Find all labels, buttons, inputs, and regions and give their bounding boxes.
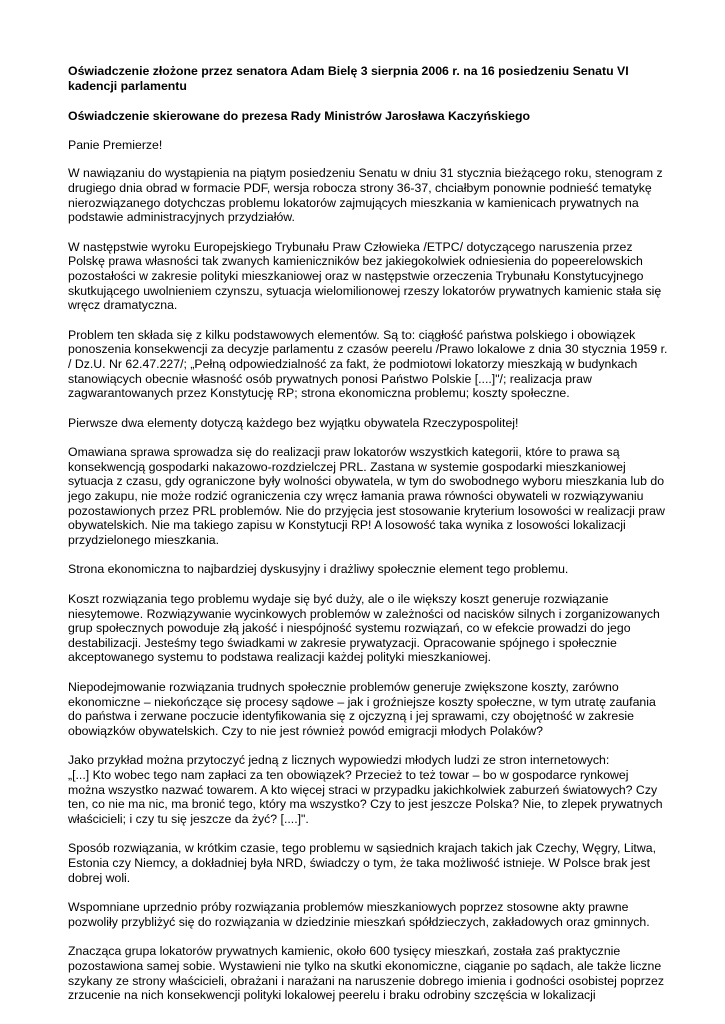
greeting: Panie Premierze! [68, 137, 163, 152]
paragraph: Strona ekonomiczna to najbardziej dyskusyjny i drażliwy społecznie element tego problemu. [68, 562, 569, 577]
paragraph: Znacząca grupa lokatorów prywatnych kamienic, około 600 tysięcy mieszkań, została zaś praktycznie pozostawiona samej sobie. Wystawieni nie tylko na skutki ekonomiczne, ciąganie po sądach, ale także liczne szykany ze strony właścicieli, obrażani i narażani na naruszenie dobrego imienia i godności osobistej poprzez zrzucenie na nich konsekwencji polityki lokalowej peerelu i braku odrobiny szczęścia w lokalizacji [68, 944, 665, 1003]
quote-text: „[...] Kto wobec tego nam zapłaci za ten obowiązek? Przecież to też towar – bo w gospodarce rynkowej można wszystko nazwać towarem. A kto więcej straci w przypadku jakichkolwiek zaburzeń światowych? Czy ten, co nie ma nic, ma bronić tego, który ma wszystko? Czy to jest jeszcze Polska? Nie, to zlepek prywatnych właścicieli; i czy tu się jeszcze da żyć? [....]". [68, 767, 663, 826]
paragraph: Wspomniane uprzednio próby rozwiązania problemów mieszkaniowych poprzez stosowne akty prawne pozwoliły przybliżyć się do rozwiązania w dziedzinie mieszkań spółdzieczych, zakładowych oraz gminnych. [68, 900, 650, 929]
document-subtitle: Oświadczenie skierowane do prezesa Rady Ministrów Jarosława Kaczyńskiego [68, 109, 530, 124]
paragraph: Sposób rozwiązania, w krótkim czasie, tego problemu w sąsiednich krajach takich jak Czechy, Węgry, Litwa, Estonia czy Niemcy, a dokładniej była NRD, świadczy o tym, że taka możliwość istnieje. W Polsce brak jest dobrej woli. [68, 841, 656, 885]
paragraph: Omawiana sprawa sprowadza się do realizacji praw lokatorów wszystkich kategorii, które to prawa są konsekwencją gospodarki nakazowo-rozdzielczej PRL. Zastana w systemie gospodarki mieszkaniowej sytuacja z czasu, gdy ograniczone były wolności obywatela, w tym do swobodnego wyboru mieszkania lub do jego zakupu, nie może rodzić ograniczenia czy wręcz łamania prawa równości obywateli w rozwiązywaniu pozostawionych przez PRL problemów. Nie do przyjęcia jest stosowanie kryterium losowości w realizacji praw obywatelskich. Nie ma takiego zapisu w Konstytucji RP! A losowość taka wynika z losowości lokalizacji przydzielonego mieszkania. [68, 445, 665, 547]
paragraph: Niepodejmowanie rozwiązania trudnych społecznie problemów generuje zwiększone koszty, zarówno ekonomiczne – niekończące się procesy sądowe – jak i groźniejsze koszty społeczne, w tym utratę zaufania do państwa i zerwane poczucie identyfikowania się z ojczyzną i jej sprawami, czy obojętność w zakresie obowiązków obywatelskich. Czy to nie jest również powód emigracji młodych Polaków? [68, 680, 656, 738]
document-title: Oświadczenie złożone przez senatora Adam Bielę 3 sierpnia 2006 r. na 16 posiedzeniu Senatu VI kadencji parlamentu [68, 64, 629, 93]
paragraph: W nawiązaniu do wystąpienia na piątym posiedzeniu Senatu w dniu 31 stycznia bieżącego roku, stenogram z drugiego dnia obrad w formacie PDF, wersja robocza strony 36-37, chciałbym ponownie podnieść tematykę nierozwiązanego dotychczas problemu lokatorów zajmujących mieszkania w kamienicach prywatnych na podstawie administracyjnych przydziałów. [68, 166, 663, 225]
document-page [68, 64, 668, 1018]
paragraph: Problem ten składa się z kilku podstawowych elementów. Są to: ciągłość państwa polskiego i obowiązek ponoszenia konsekwencji za decyzje parlamentu z czasów peerelu /Prawo lokalowe z dnia 30 stycznia 1959 r. / Dz.U. Nr 62.47.227/; „Pełną odpowiedzialność za fakt, że podmiotowi lokatorzy mieszkają w budynkach stanowiących obecnie własność osób prywatnych ponosi Państwo Polskie [....]"/; realizacja praw zagwarantowanych przez Konstytucję RP; strona ekonomiczna problemu; koszty społeczne. [68, 327, 668, 401]
quote-intro: Jako przykład można przytoczyć jedną z licznych wypowiedzi młodych ludzi ze stron internetowych: [68, 753, 610, 768]
paragraph: W następstwie wyroku Europejskiego Trybunału Praw Człowieka /ETPC/ dotyczącego naruszenia przez Polskę prawa własności tak zwanych kamieniczników bez jakiegokolwiek odniesienia do popeerelowskich pozostałości w zakresie polityki mieszkaniowej oraz w następstwie orzeczenia Trybunału Konstytucyjnego skutkującego uwolnieniem czynszu, sytuacja wielomilionowej rzeszy lokatorów prywatnych kamienic stała się wręcz dramatyczna. [68, 239, 662, 313]
paragraph: Koszt rozwiązania tego problemu wydaje się być duży, ale o ile większy koszt generuje rozwiązanie niesytemowe. Rozwiązywanie wycinkowych problemów w zależności od nacisków silnych i zorganizowanych grup społecznych powoduje złą jakość i niespójność systemu rozwiązań, co w efekcie prowadzi do jego destabilizacji. Jesteśmy tego świadkami w zakresie prywatyzacji. Opracowanie spójnego i społecznie akceptowanego systemu to podstawa realizacji każdej polityki mieszkaniowej. [68, 592, 660, 665]
quote-block [68, 753, 668, 826]
paragraph: Pierwsze dwa elementy dotyczą każdego bez wyjątku obywatela Rzeczypospolitej! [68, 415, 519, 430]
